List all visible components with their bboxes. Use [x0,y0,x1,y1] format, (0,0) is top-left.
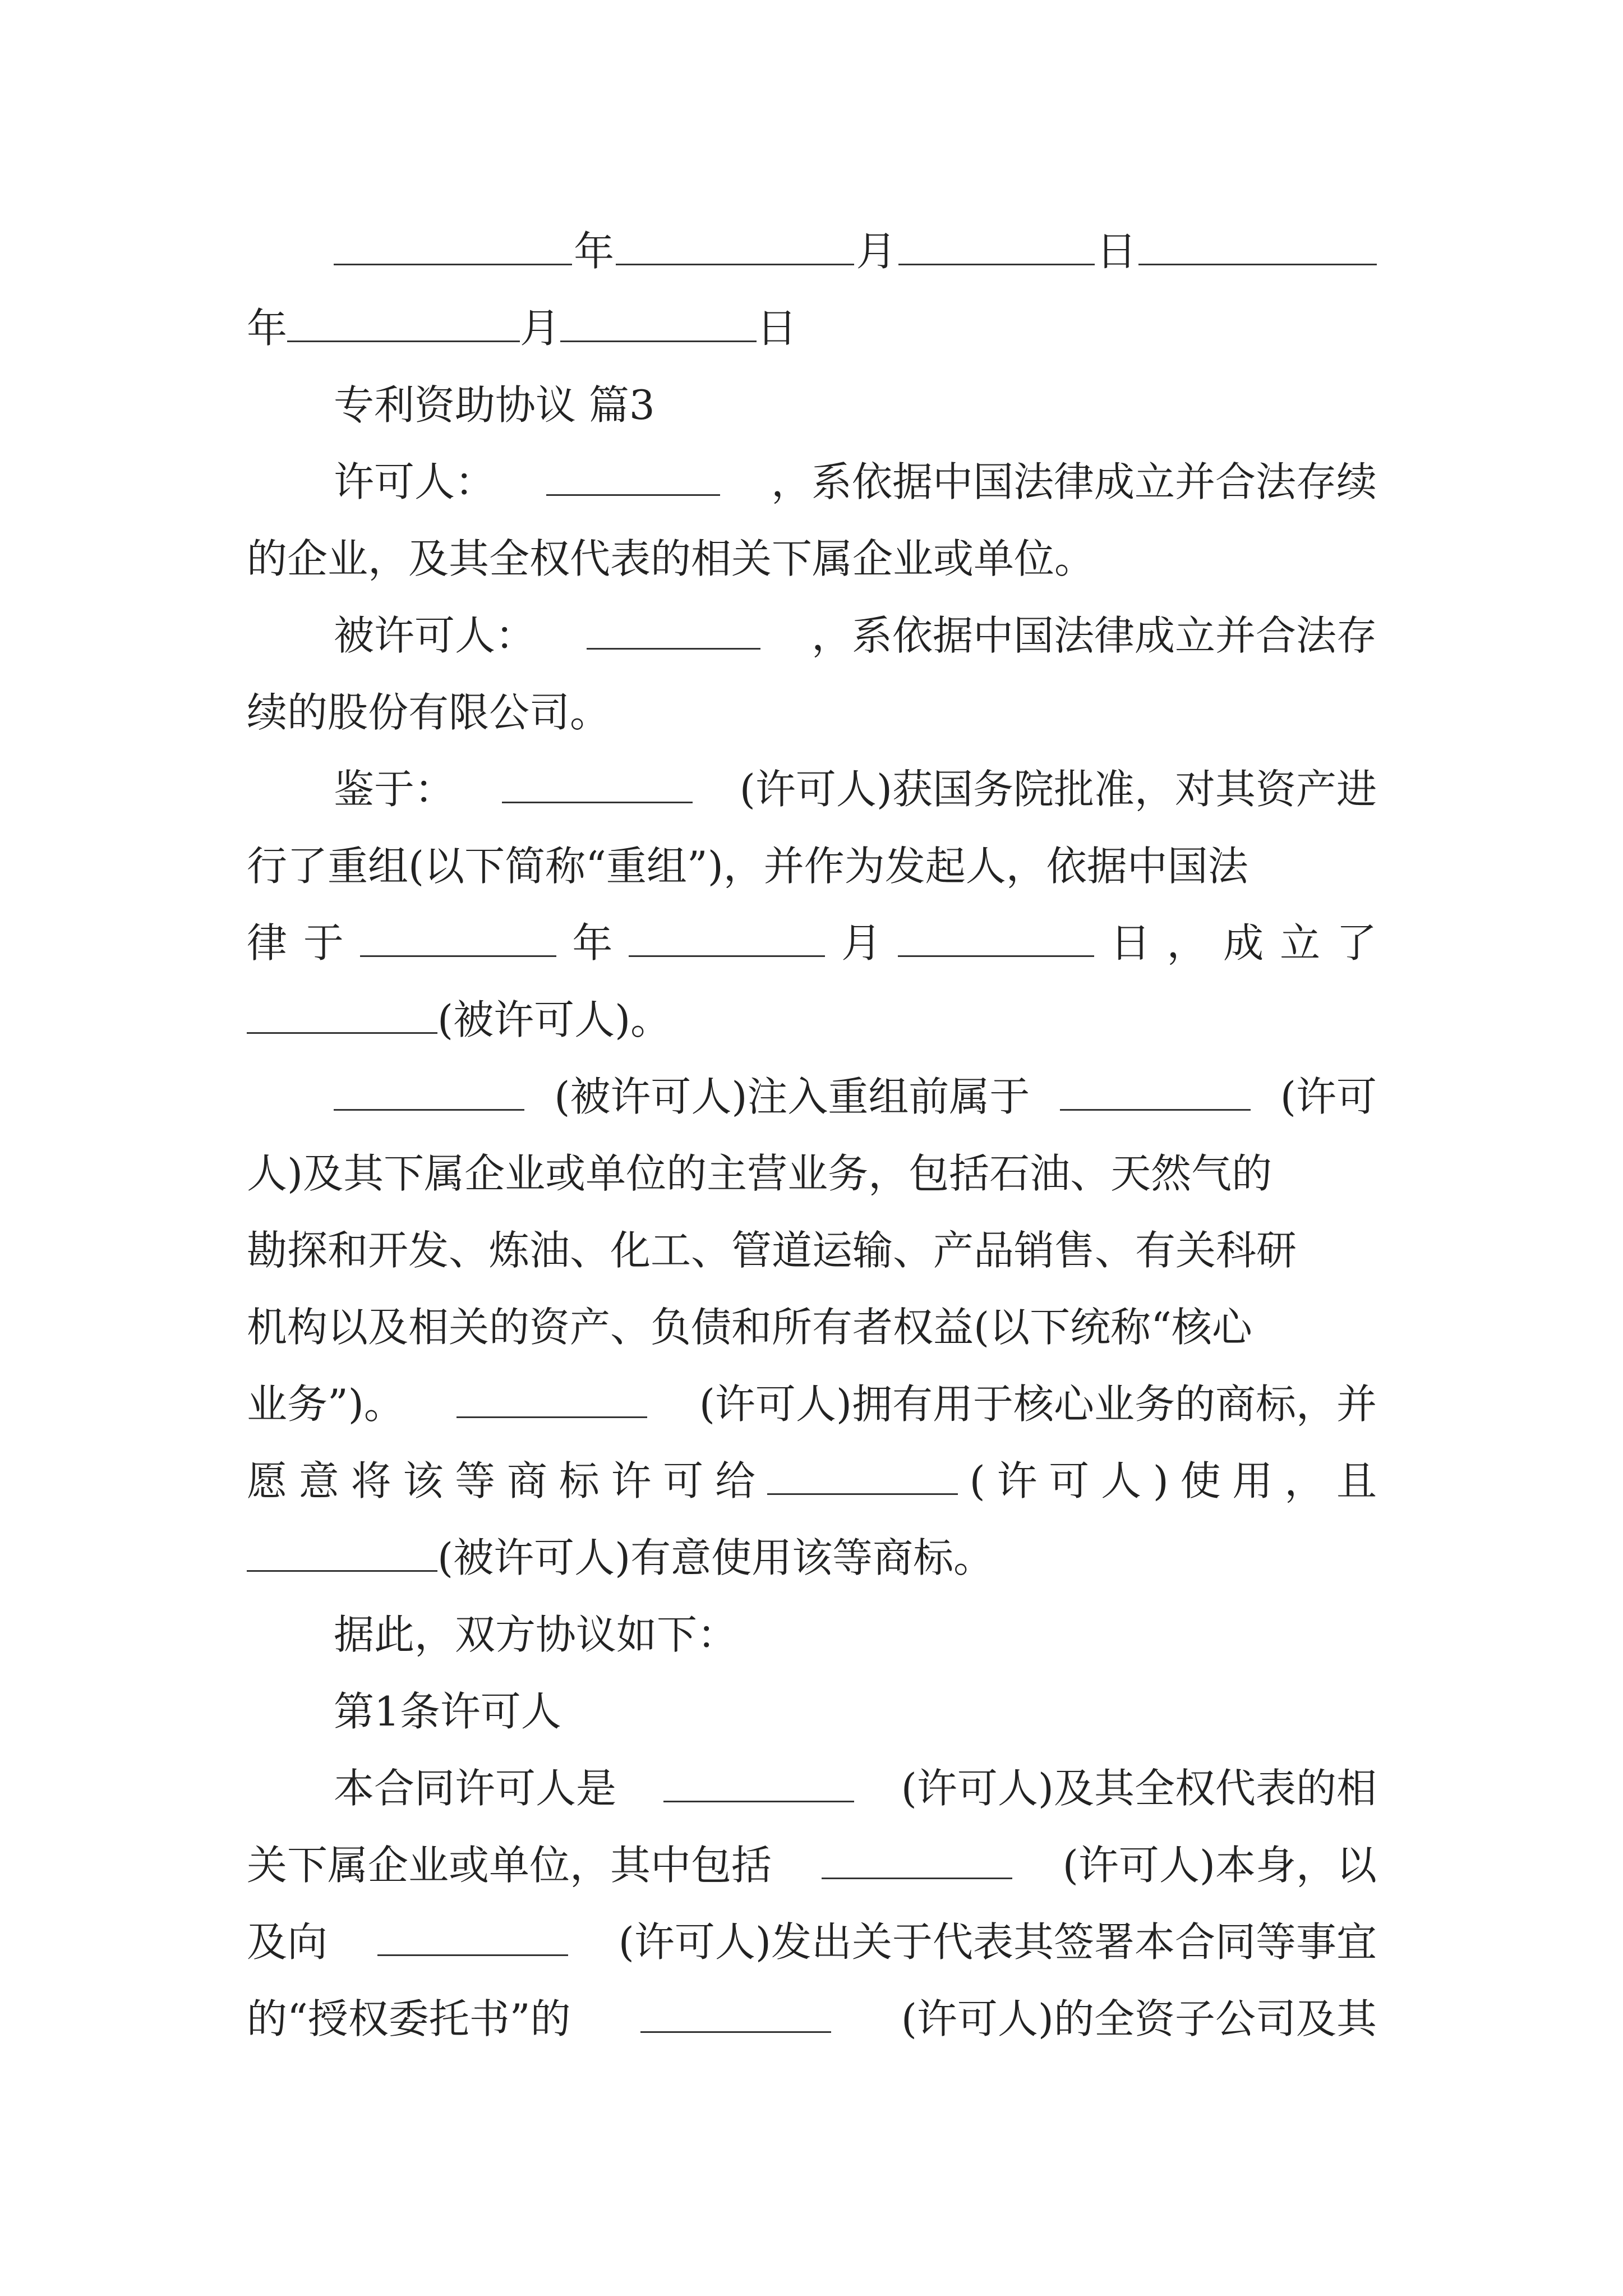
paragraph-text: (被许可人)注入重组前属于 [554,1073,1030,1120]
paragraph-text: 人)及其下属企业或单位的主营业务，包括石油、天然气的 [247,1150,1272,1197]
text-char: 人 [1101,1457,1142,1504]
text-char: 商 [506,1457,547,1504]
blank-field [767,1455,958,1495]
agreement-intro [247,1596,1377,1673]
date-line-2 [247,290,1377,367]
blank-field [1060,1071,1251,1111]
text-char: 意 [298,1457,339,1504]
text-char: 许 [997,1457,1038,1504]
paragraph-text: (许可人)及其全权代表的相 [901,1765,1377,1812]
blank-field [1138,226,1377,265]
text-char: 愿 [247,1457,288,1504]
paragraph-text: (许可人)的全资子公司及其 [901,1995,1377,2042]
month-label: 月 [841,919,882,967]
text-char: 给 [715,1457,756,1504]
paragraph-text: 本合同许可人是 [334,1765,617,1812]
text-char: 将 [351,1457,391,1504]
blank-field [457,1378,647,1418]
blank-field [360,917,556,957]
licensee-label: 被许可人： [334,612,536,659]
blank-field [663,1763,854,1802]
text-char: 等 [455,1457,496,1504]
blank-field [334,226,572,265]
whereas-label: 鉴于： [334,766,455,813]
licensee-line-1 [247,597,1377,674]
core-business-line-4 [247,1289,1377,1366]
whereas-line-3 [247,905,1377,982]
paragraph-text: 关下属企业或单位，其中包括 [247,1842,772,1889]
text-char: 且 [1336,1457,1377,1504]
core-business-line-3 [247,1212,1377,1289]
blank-field [247,994,437,1034]
text-char: ， [1166,919,1207,967]
blank-field [616,226,854,265]
paragraph-text: 及向 [247,1918,328,1966]
text-char: ， [1284,1457,1325,1504]
paragraph-text: (许可人)发出关于代表其签署本合同等事宜 [618,1918,1377,1966]
whereas-line-4 [247,982,1377,1059]
core-business-line-1 [247,1059,1377,1135]
article-1-line-3 [247,1904,1377,1981]
text-char: 立 [1280,919,1321,967]
year-label: 年 [574,228,615,275]
whereas-line-1 [247,751,1377,828]
text-char: ) [1152,1457,1169,1504]
text-char: 可 [663,1457,704,1504]
text-char: 可 [1049,1457,1090,1504]
text-char: 律 [247,919,288,967]
blank-field [546,456,720,496]
blank-field [560,302,757,342]
paragraph-text: (许可人)本身，以 [1062,1842,1377,1889]
document-page [247,213,1377,2058]
text-char: 成 [1223,919,1264,967]
blank-field [898,917,1094,957]
paragraph-text: 勘探和开发、炼油、化工、管道运输、产品销售、有关科研 [247,1227,1297,1274]
whereas-text: 行了重组(以下简称“重组”)，并作为发起人，依据中国法 [247,843,1248,890]
blank-field [640,1993,831,2033]
core-business-line-5 [247,1366,1377,1443]
text-char: ( [969,1457,985,1504]
paragraph-text: 的“授权委托书”的 [247,1995,571,2042]
article-1-heading [247,1673,1377,1750]
whereas-line-2 [247,828,1377,905]
article-1-line-1 [247,1750,1377,1827]
blank-field [898,226,1095,265]
blank-field [334,1071,524,1111]
licensee-text: ，系依据中国法律成立并合法存 [811,612,1377,659]
article-1-line-2 [247,1827,1377,1904]
whereas-text: (被许可人)。 [437,996,671,1043]
licensor-text: ，系依据中国法律成立并合法存续 [771,458,1377,505]
licensor-line-1 [247,444,1377,521]
blank-field [629,917,825,957]
licensor-text-continued: 的企业，及其全权代表的相关下属企业或单位。 [247,535,1095,582]
paragraph-text: (被许可人)有意使用该等商标。 [437,1534,994,1581]
text-char: 了 [1336,919,1377,967]
year-label: 年 [572,919,613,967]
blank-field [377,1916,568,1956]
blank-field [587,610,760,650]
blank-field [247,1532,437,1572]
blank-field [822,1839,1012,1879]
core-business-line-7 [247,1520,1377,1596]
blank-field [287,302,520,342]
text-char: 使 [1180,1457,1221,1504]
day-label: 日 [757,305,797,352]
article-heading-text: 第1条许可人 [334,1688,561,1735]
text-char: 于 [303,919,344,967]
paragraph-text: 机构以及相关的资产、负债和所有者权益(以下统称“核心 [247,1304,1252,1351]
month-label: 月 [520,305,561,352]
year-label: 年 [247,305,288,352]
paragraph-text: 业务”)。 [247,1381,404,1428]
whereas-text: (许可人)获国务院批准，对其资产进 [739,766,1377,813]
text-char: 用 [1232,1457,1273,1504]
text-char: 标 [559,1457,600,1504]
paragraph-text: 据此，双方协议如下： [334,1611,738,1658]
paragraph-text: (许可人)拥有用于核心业务的商标，并 [699,1381,1377,1428]
paragraph-text: (许可 [1280,1073,1377,1120]
text-char: 许 [611,1457,652,1504]
blank-field [502,763,693,803]
section-heading [247,367,1377,444]
core-business-line-2 [247,1135,1377,1212]
core-business-line-6 [247,1443,1377,1520]
date-line-1 [247,213,1377,290]
day-label: 日 [1096,228,1137,275]
day-label: 日 [1110,919,1151,967]
licensee-text-continued: 续的股份有限公司。 [247,689,611,736]
licensor-line-2 [247,521,1377,597]
licensee-line-2 [247,674,1377,751]
month-label: 月 [856,228,897,275]
article-1-line-4 [247,1981,1377,2058]
section-heading-text: 专利资助协议 篇3 [334,381,655,429]
text-char: 该 [403,1457,444,1504]
licensor-label: 许可人： [334,458,496,505]
